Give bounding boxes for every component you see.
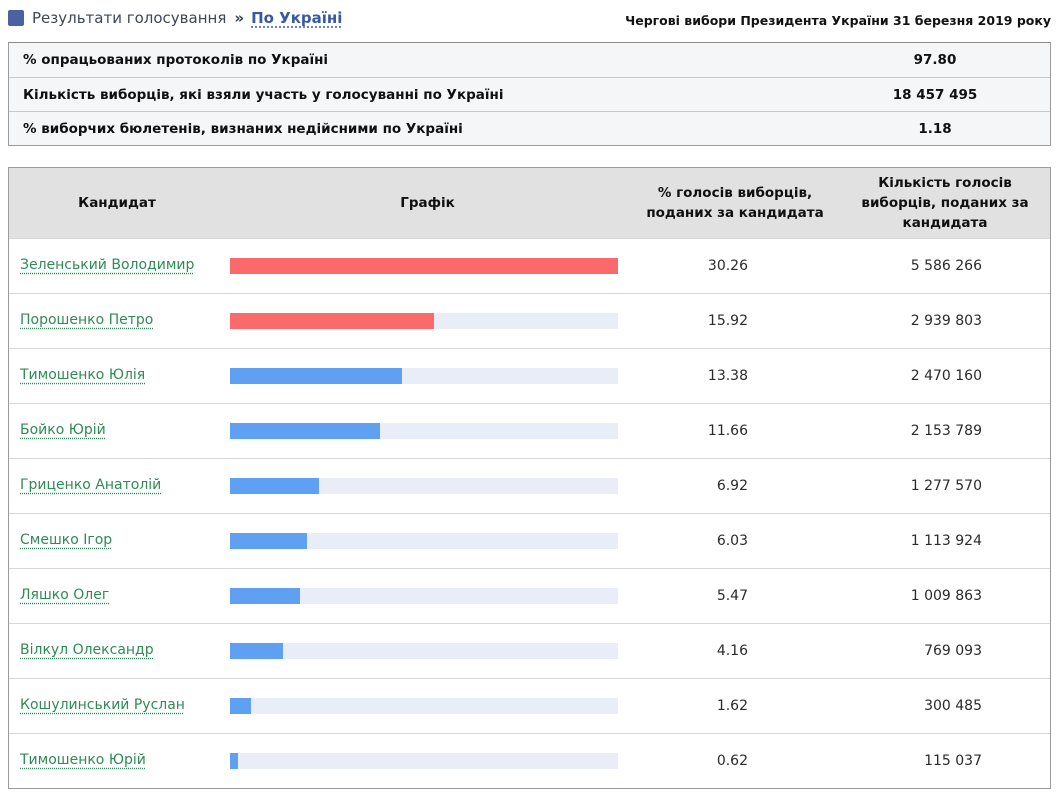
col-header-votes: Кількість голосів виборців, поданих за кандидата: [861, 174, 1029, 232]
percent-value: 13.38: [707, 368, 748, 384]
candidate-row: [9, 513, 1050, 568]
candidate-row: [9, 623, 1050, 678]
votes-value: 1 009 863: [910, 588, 982, 604]
summary-label: Кількість виборців, які взяли участь у голосуванні по Україні: [23, 86, 504, 103]
candidate-row: [9, 348, 1050, 403]
candidate-link[interactable]: Кошулинський Руслан: [20, 697, 185, 714]
candidate-row: [9, 568, 1050, 623]
candidates-table: [8, 167, 1051, 789]
percent-value: 0.62: [716, 753, 748, 769]
summary-row: [9, 77, 1050, 111]
vote-bar: [230, 423, 380, 439]
votes-value: 2 470 160: [910, 368, 982, 384]
graph-cell: [225, 569, 630, 623]
candidate-link[interactable]: Бойко Юрій: [20, 422, 106, 439]
breadcrumb: [8, 9, 342, 27]
votes-value: 2 153 789: [910, 423, 982, 439]
percent-value: 6.92: [716, 478, 748, 494]
graph-cell: [225, 514, 630, 568]
candidate-row: [9, 403, 1050, 458]
percent-value: 5.47: [716, 588, 748, 604]
candidate-cell: [9, 349, 225, 403]
candidate-cell: [9, 734, 225, 788]
summary-table: [8, 42, 1051, 146]
bar-track: [230, 478, 618, 494]
bar-track: [230, 368, 618, 384]
results-bullet-icon: [8, 10, 24, 26]
summary-row: [9, 43, 1050, 77]
candidates-body: [9, 238, 1050, 788]
candidate-cell: [9, 459, 225, 513]
candidate-link[interactable]: Тимошенко Юрій: [20, 752, 146, 769]
bar-track: [230, 533, 618, 549]
graph-cell: [225, 239, 630, 293]
candidate-link[interactable]: Тимошенко Юлія: [20, 367, 146, 384]
summary-value: 18 457 495: [892, 86, 978, 103]
graph-cell: [225, 294, 630, 348]
vote-bar: [230, 478, 319, 494]
region-link[interactable]: По Україні: [251, 9, 343, 27]
summary-label: % виборчих бюлетенів, визнаних недійсними по Україні: [23, 120, 463, 137]
candidate-cell: [9, 679, 225, 733]
col-header-graph: Графік: [400, 194, 455, 211]
candidate-link[interactable]: Гриценко Анатолій: [20, 477, 162, 494]
breadcrumb-separator-icon: »: [234, 9, 245, 27]
graph-cell: [225, 349, 630, 403]
vote-bar: [230, 533, 307, 549]
bar-track: [230, 423, 618, 439]
bar-track: [230, 313, 618, 329]
col-header-candidate: Кандидат: [78, 194, 156, 211]
candidate-link[interactable]: Зеленський Володимир: [20, 257, 195, 274]
candidate-link[interactable]: Порошенко Петро: [20, 312, 154, 329]
candidate-cell: [9, 514, 225, 568]
summary-row: [9, 111, 1050, 145]
election-title: Чергові вибори Президента України 31 березня 2019 року: [625, 13, 1051, 28]
votes-value: 2 939 803: [910, 313, 982, 329]
candidate-cell: [9, 624, 225, 678]
votes-value: 5 586 266: [910, 258, 982, 274]
vote-bar: [230, 588, 300, 604]
summary-value: 1.18: [918, 120, 952, 137]
candidate-row: [9, 733, 1050, 788]
votes-value: 769 093: [924, 643, 982, 659]
vote-bar: [230, 643, 283, 659]
percent-value: 15.92: [707, 313, 748, 329]
percent-value: 30.26: [707, 258, 748, 274]
bar-track: [230, 643, 618, 659]
candidate-row: [9, 458, 1050, 513]
bar-track: [230, 588, 618, 604]
candidate-row: [9, 238, 1050, 293]
candidate-row: [9, 678, 1050, 733]
vote-bar: [230, 258, 618, 274]
summary-label: % опрацьованих протоколів по Україні: [23, 52, 329, 68]
vote-bar: [230, 753, 238, 769]
votes-value: 1 113 924: [910, 533, 982, 549]
graph-cell: [225, 624, 630, 678]
vote-bar: [230, 313, 434, 329]
percent-value: 4.16: [716, 643, 748, 659]
graph-cell: [225, 404, 630, 458]
vote-bar: [230, 698, 251, 714]
graph-cell: [225, 679, 630, 733]
candidate-row: [9, 293, 1050, 348]
table-header-row: [9, 168, 1050, 238]
graph-cell: [225, 734, 630, 788]
bar-track: [230, 258, 618, 274]
candidate-link[interactable]: Смешко Ігор: [20, 532, 113, 549]
percent-value: 6.03: [716, 533, 748, 549]
candidate-cell: [9, 294, 225, 348]
candidate-link[interactable]: Вілкул Олександр: [20, 642, 154, 659]
bar-track: [230, 698, 618, 714]
votes-value: 115 037: [924, 753, 982, 769]
candidate-cell: [9, 569, 225, 623]
vote-bar: [230, 368, 402, 384]
candidate-link[interactable]: Ляшко Олег: [20, 587, 110, 604]
summary-value: 97.80: [913, 52, 957, 68]
percent-value: 11.66: [707, 423, 748, 439]
col-header-percent: % голосів виборців, поданих за кандидата: [646, 184, 824, 221]
votes-value: 1 277 570: [910, 478, 982, 494]
bar-track: [230, 753, 618, 769]
page-header: [0, 0, 1059, 28]
page-title: Результати голосування: [32, 9, 227, 27]
candidate-cell: [9, 239, 225, 293]
percent-value: 1.62: [716, 698, 748, 714]
graph-cell: [225, 459, 630, 513]
votes-value: 300 485: [924, 698, 982, 714]
candidate-cell: [9, 404, 225, 458]
